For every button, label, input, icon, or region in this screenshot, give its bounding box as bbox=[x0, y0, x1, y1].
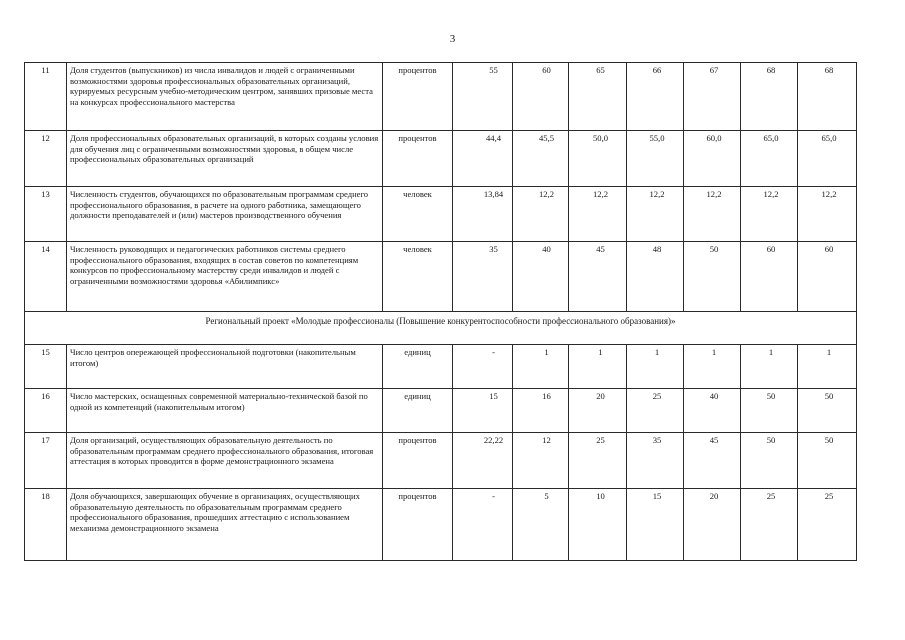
indicator-value: 45,5 bbox=[538, 133, 555, 143]
indicator-value: 12,2 bbox=[763, 189, 779, 199]
indicator-value-cell bbox=[798, 489, 857, 561]
indicator-value-cell bbox=[741, 63, 798, 131]
indicator-value: 35 bbox=[489, 244, 498, 254]
indicator-value: 12,2 bbox=[538, 189, 555, 199]
indicator-value-cell bbox=[741, 389, 798, 433]
table-body-top bbox=[25, 63, 857, 312]
indicator-value: 50 bbox=[824, 435, 834, 445]
indicator-value-cell bbox=[627, 242, 684, 312]
indicator-value: 50 bbox=[824, 391, 834, 401]
indicator-value-cell bbox=[453, 489, 513, 561]
indicator-value: 12,2 bbox=[821, 189, 837, 199]
indicator-value-cell bbox=[513, 131, 569, 187]
indicator-value-cell bbox=[453, 242, 513, 312]
indicator-value: 1 bbox=[711, 347, 717, 357]
indicator-value: - bbox=[492, 491, 495, 501]
table-row bbox=[25, 389, 857, 433]
indicator-value: 13,84 bbox=[483, 189, 504, 199]
indicator-value-cell bbox=[513, 489, 569, 561]
indicator-value: 50 bbox=[766, 391, 776, 401]
indicator-value-cell bbox=[569, 131, 627, 187]
indicator-name: Доля профессиональных образовательных организаций, в которых созданы условия для обучения лиц с ограниченными возможностями здоровья, в общем числе профессиональных образовательных организаций bbox=[67, 131, 383, 187]
indicator-value-cell bbox=[798, 389, 857, 433]
indicator-value: 60,0 bbox=[706, 133, 722, 143]
indicator-unit: человек bbox=[383, 242, 453, 312]
indicator-value-cell bbox=[569, 187, 627, 242]
indicator-value: 55 bbox=[489, 65, 498, 75]
indicator-value: 25 bbox=[824, 491, 834, 501]
table-row bbox=[25, 187, 857, 242]
indicator-value-cell bbox=[569, 63, 627, 131]
indicator-value: 1 bbox=[654, 347, 660, 357]
indicator-value: 1 bbox=[826, 347, 832, 357]
indicator-name: Доля студентов (выпускников) из числа инвалидов и людей с ограниченными возможностями здоровья профессиональных образовательных организаций, курируемых ресурсным учебно-методическим центром, занявших призовые места на конкурсах профессионального мастерства bbox=[67, 63, 383, 131]
section-title: Региональный проект «Молодые профессионалы (Повышение конкурентоспособности профессионального образования)» bbox=[25, 312, 857, 345]
indicator-value-cell bbox=[453, 187, 513, 242]
indicator-unit: процентов bbox=[383, 433, 453, 489]
indicator-value-cell bbox=[798, 63, 857, 131]
indicator-value: 50 bbox=[709, 244, 719, 254]
indicator-value-cell bbox=[798, 131, 857, 187]
indicator-value-cell bbox=[798, 345, 857, 389]
indicator-value-cell bbox=[513, 63, 569, 131]
indicator-value: 1 bbox=[598, 347, 603, 357]
table-row bbox=[25, 242, 857, 312]
indicator-value: 40 bbox=[709, 391, 719, 401]
indicator-value-cell bbox=[513, 187, 569, 242]
row-number: 18 bbox=[25, 489, 67, 561]
indicator-value-cell bbox=[513, 433, 569, 489]
indicator-value-cell bbox=[741, 131, 798, 187]
indicator-value-cell bbox=[513, 345, 569, 389]
indicator-value: 35 bbox=[652, 435, 662, 445]
indicator-value: 12 bbox=[542, 435, 551, 445]
row-number: 13 bbox=[25, 187, 67, 242]
indicator-value-cell bbox=[684, 187, 741, 242]
indicator-value-cell bbox=[741, 433, 798, 489]
table-row bbox=[25, 345, 857, 389]
indicator-value: 65 bbox=[596, 65, 605, 75]
indicator-unit: процентов bbox=[383, 63, 453, 131]
indicator-value-cell bbox=[684, 489, 741, 561]
indicator-value: 44,4 bbox=[485, 133, 502, 143]
indicator-value-cell bbox=[741, 242, 798, 312]
section-row bbox=[25, 312, 857, 345]
indicator-value: 12,2 bbox=[649, 189, 665, 199]
row-number: 16 bbox=[25, 389, 67, 433]
indicator-value-cell bbox=[627, 187, 684, 242]
page-number: 3 bbox=[449, 33, 456, 45]
row-number: 12 bbox=[25, 131, 67, 187]
indicator-value: 68 bbox=[824, 65, 834, 75]
indicator-name: Число мастерских, оснащенных современной материально-технической базой по одной из компетенций (накопительным итогом) bbox=[67, 389, 383, 433]
indicator-value: 15 bbox=[489, 391, 498, 401]
row-number: 11 bbox=[25, 63, 67, 131]
indicator-value-cell bbox=[684, 242, 741, 312]
indicator-value-cell bbox=[569, 433, 627, 489]
indicator-value: 15 bbox=[652, 491, 662, 501]
indicator-value: 60 bbox=[824, 244, 834, 254]
indicator-value: 45 bbox=[596, 244, 605, 254]
indicator-value-cell bbox=[453, 389, 513, 433]
table-row bbox=[25, 63, 857, 131]
indicator-value: - bbox=[492, 347, 495, 357]
indicator-value: 68 bbox=[766, 65, 776, 75]
indicator-unit: процентов bbox=[383, 489, 453, 561]
row-number: 14 bbox=[25, 242, 67, 312]
indicator-value-cell bbox=[627, 345, 684, 389]
indicator-value-cell bbox=[453, 345, 513, 389]
indicator-value-cell bbox=[513, 242, 569, 312]
row-number: 17 bbox=[25, 433, 67, 489]
indicator-value-cell bbox=[569, 389, 627, 433]
indicator-value-cell bbox=[627, 489, 684, 561]
indicator-value-cell bbox=[627, 433, 684, 489]
indicator-value-cell bbox=[627, 131, 684, 187]
indicator-value-cell bbox=[798, 433, 857, 489]
indicator-value: 45 bbox=[709, 435, 719, 445]
indicator-value: 55,0 bbox=[649, 133, 665, 143]
indicator-value-cell bbox=[684, 345, 741, 389]
indicator-value: 65,0 bbox=[821, 133, 837, 143]
indicator-unit: единиц bbox=[383, 389, 453, 433]
indicator-value: 12,2 bbox=[706, 189, 722, 199]
indicator-name: Доля обучающихся, завершающих обучение в организациях, осуществляющих образовательную деятельность по образовательным программам среднего профессионального образования, прошедших аттестацию с использованием механизма демонстрационного экзамена bbox=[67, 489, 383, 561]
indicators-table bbox=[24, 62, 857, 561]
indicator-value-cell bbox=[684, 433, 741, 489]
indicator-value-cell bbox=[741, 489, 798, 561]
indicator-value-cell bbox=[627, 389, 684, 433]
table-row bbox=[25, 433, 857, 489]
indicator-unit: процентов bbox=[383, 131, 453, 187]
indicator-value: 60 bbox=[766, 244, 776, 254]
indicator-value: 50,0 bbox=[592, 133, 609, 143]
indicator-value: 65,0 bbox=[763, 133, 779, 143]
indicator-name: Доля организаций, осуществляющих образовательную деятельность по образовательным программам среднего профессионального образования, итоговая аттестация в которых проводится в форме демонстрационного экзамена bbox=[67, 433, 383, 489]
indicator-name: Численность руководящих и педагогических работников системы среднего профессионального образования, входящих в состав советов по компетенциям конкурсов по профессиональному мастерству среди инвалидов и людей с ограниченными возможностями здоровья «Абилимпикс» bbox=[67, 242, 383, 312]
indicator-value: 22,22 bbox=[483, 435, 504, 445]
table-row bbox=[25, 489, 857, 561]
indicator-value-cell bbox=[684, 131, 741, 187]
indicator-value: 40 bbox=[542, 244, 551, 254]
indicator-value: 67 bbox=[709, 65, 719, 75]
indicator-value-cell bbox=[453, 433, 513, 489]
indicator-value: 60 bbox=[542, 65, 551, 75]
indicator-value-cell bbox=[569, 242, 627, 312]
indicator-unit: человек bbox=[383, 187, 453, 242]
indicator-value-cell bbox=[453, 131, 513, 187]
indicator-value: 16 bbox=[542, 391, 551, 401]
row-number: 15 bbox=[25, 345, 67, 389]
indicator-value-cell bbox=[684, 63, 741, 131]
indicator-value-cell bbox=[741, 187, 798, 242]
indicator-value-cell bbox=[798, 242, 857, 312]
indicator-value: 25 bbox=[596, 435, 605, 445]
table-row bbox=[25, 131, 857, 187]
indicator-value-cell bbox=[513, 389, 569, 433]
indicator-value: 10 bbox=[596, 491, 605, 501]
indicator-value-cell bbox=[627, 63, 684, 131]
indicator-unit: единиц bbox=[383, 345, 453, 389]
indicator-value: 1 bbox=[544, 347, 549, 357]
indicator-value-cell bbox=[569, 489, 627, 561]
indicator-value: 25 bbox=[766, 491, 776, 501]
table-body-bottom bbox=[25, 345, 857, 561]
indicator-name: Численность студентов, обучающихся по образовательным программам среднего профессионального образования, в расчете на одного работника, замещающего должности преподавателей и (или) мастеров производственного обучения bbox=[67, 187, 383, 242]
indicator-name: Число центров опережающей профессиональной подготовки (накопительным итогом) bbox=[67, 345, 383, 389]
indicator-value: 20 bbox=[709, 491, 719, 501]
indicator-value-cell bbox=[684, 389, 741, 433]
indicator-value-cell bbox=[569, 345, 627, 389]
indicator-value: 5 bbox=[544, 491, 549, 501]
indicator-value: 20 bbox=[596, 391, 605, 401]
indicator-value: 66 bbox=[652, 65, 662, 75]
indicator-value: 1 bbox=[768, 347, 774, 357]
indicator-value: 12,2 bbox=[592, 189, 609, 199]
indicator-value: 50 bbox=[766, 435, 776, 445]
indicator-value: 48 bbox=[652, 244, 662, 254]
section-body bbox=[25, 312, 857, 345]
indicator-value: 25 bbox=[652, 391, 662, 401]
indicator-value-cell bbox=[798, 187, 857, 242]
indicator-value-cell bbox=[741, 345, 798, 389]
indicator-value-cell bbox=[453, 63, 513, 131]
